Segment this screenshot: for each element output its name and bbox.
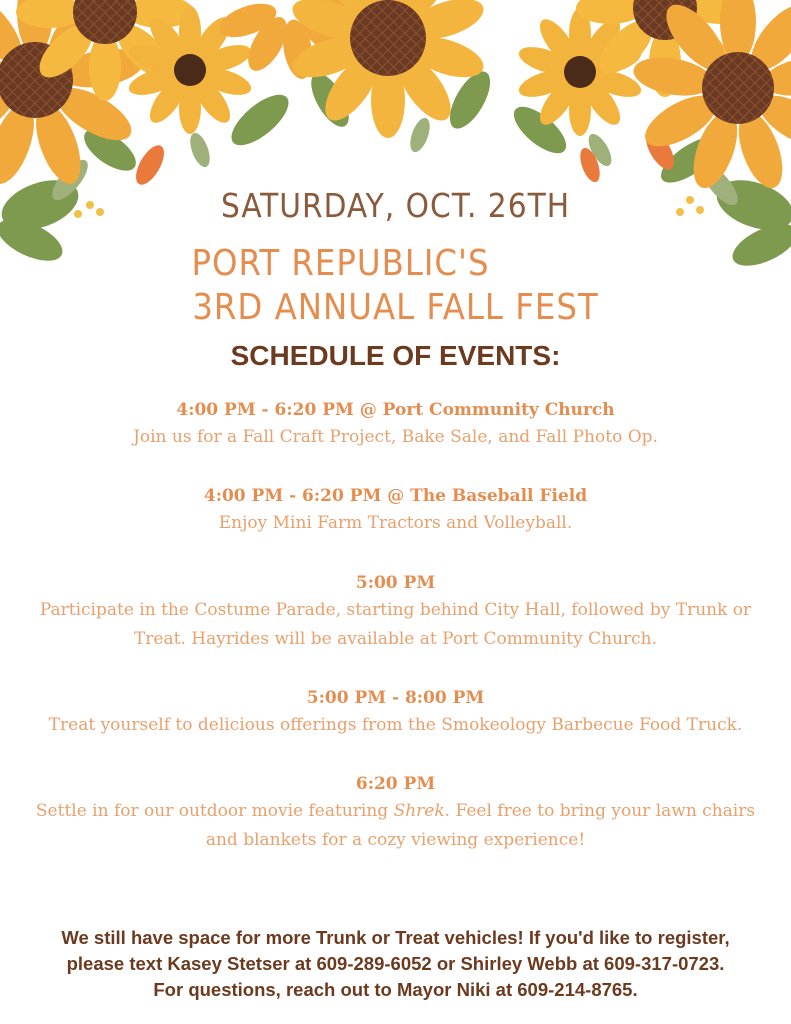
event-time: 4:00 PM - 6:20 PM @ The Baseball Field (203, 486, 588, 506)
event-description: Treat yourself to delicious offerings from the Smokeology Barbecue Food Truck. (48, 715, 743, 735)
event-description-line-2: Treat. Hayrides will be available at Port Community Church. (133, 629, 658, 649)
event-description-line-1: Participate in the Costume Parade, starting behind City Hall, followed by Trunk or (39, 600, 752, 620)
footer-line-2: please text Kasey Stetser at 609-289-6052 or Shirley Webb at 609-317-0723. (66, 953, 725, 974)
event-item-church (0, 397, 791, 452)
event-item-costume-parade (0, 570, 791, 654)
event-description: Join us for a Fall Craft Project, Bake Sale, and Fall Photo Op. (133, 427, 658, 447)
contact-footer (0, 925, 791, 1003)
movie-desc-before: Settle in for our outdoor movie featuring (35, 801, 394, 821)
event-item-food-truck (0, 685, 791, 740)
event-time: 5:00 PM (355, 573, 436, 593)
footer-line-1: We still have space for more Trunk or Treat vehicles! If you'd like to register, (61, 927, 730, 948)
event-date: SATURDAY, OCT. 26TH (220, 186, 571, 225)
sunflower-garland-illustration (0, 0, 791, 280)
event-item-baseball-field (0, 483, 791, 538)
footer-line-3: For questions, reach out to Mayor Niki at 609-214-8765. (153, 979, 638, 1000)
movie-desc-after: . Feel free to bring your lawn chairs (444, 801, 756, 821)
event-time: 4:00 PM - 6:20 PM @ Port Community Church (176, 400, 615, 420)
event-title-line-2: 3RD ANNUAL FALL FEST (192, 287, 599, 328)
sunflower-banner (0, 0, 791, 280)
event-description-line-2: and blankets for a cozy viewing experience! (205, 830, 586, 850)
event-description: Enjoy Mini Farm Tractors and Volleyball. (218, 513, 573, 533)
event-time: 6:20 PM (355, 774, 436, 794)
event-item-outdoor-movie (0, 771, 791, 855)
movie-title: Shrek (393, 801, 445, 821)
event-description-line-1 (0, 797, 791, 826)
event-title (0, 242, 791, 330)
schedule-heading: SCHEDULE OF EVENTS: (230, 340, 561, 371)
event-title-line-1: PORT REPUBLIC'S (191, 243, 490, 284)
event-time: 5:00 PM - 8:00 PM (306, 688, 485, 708)
